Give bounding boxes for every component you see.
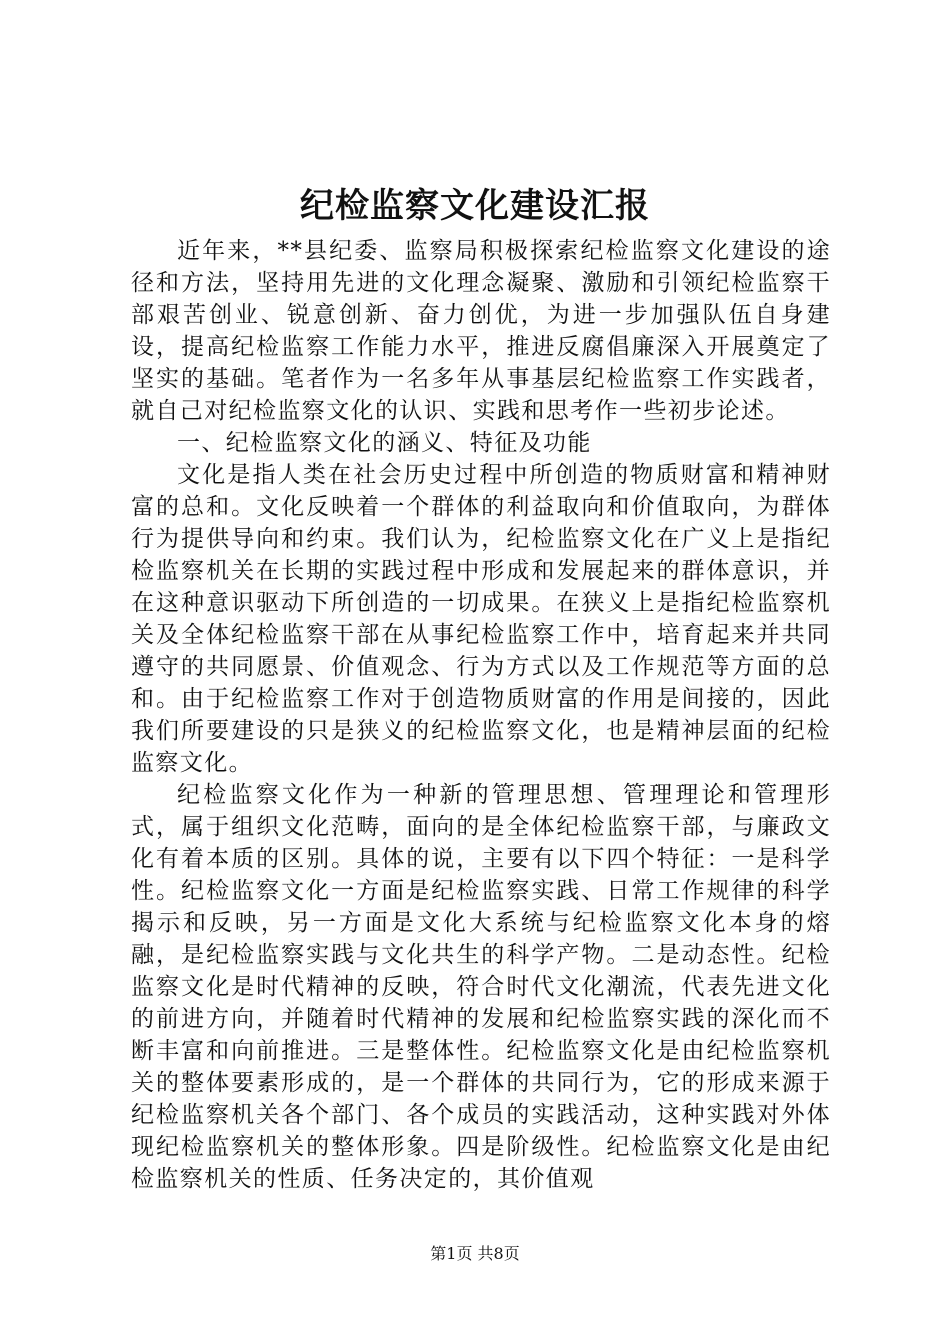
- document-body: [131, 235, 831, 1195]
- page-number: 第1页 共8页: [430, 1244, 520, 1263]
- paragraph-definition: 文化是指人类在社会历史过程中所创造的物质财富和精神财富的总和。文化反映着一个群体的利益取向和价值取向，为群体行为提供导向和约束。我们认为，纪检监察文化在广义上是指纪检监察机关在长期的实践过程中形成和发展起来的群体意识，并在这种意识驱动下所创造的一切成果。在狭义上是指纪检监察机关及全体纪检监察干部在从事纪检监察工作中，培育起来并共同遵守的共同愿景、价值观念、行为方式以及工作规范等方面的总和。由于纪检监察工作对于创造物质财富的作用是间接的，因此我们所要建设的只是狭义的纪检监察文化，也是精神层面的纪检监察文化。: [131, 462, 831, 776]
- paragraph-characteristics: 纪检监察文化作为一种新的管理思想、管理理论和管理形式，属于组织文化范畴，面向的是全体纪检监察干部，与廉政文化有着本质的区别。具体的说，主要有以下四个特征：一是科学性。纪检监察文化一方面是纪检监察实践、日常工作规律的科学揭示和反映，另一方面是文化大系统与纪检监察文化本身的熔融，是纪检监察实践与文化共生的科学产物。二是动态性。纪检监察文化是时代精神的反映，符合时代文化潮流，代表先进文化的前进方向，并随着时代精神的发展和纪检监察实践的深化而不断丰富和向前推进。三是整体性。纪检监察文化是由纪检监察机关的整体要素形成的，是一个群体的共同行为，它的形成来源于纪检监察机关各个部门、各个成员的实践活动，这种实践对外体现纪检监察机关的整体形象。四是阶级性。纪检监察文化是由纪检监察机关的性质、任务决定的，其价值观: [131, 782, 831, 1192]
- document-title: 纪检监察文化建设汇报: [300, 186, 650, 226]
- section-heading: 一、纪检监察文化的涵义、特征及功能: [177, 430, 592, 456]
- paragraph-intro: 近年来，**县纪委、监察局积极探索纪检监察文化建设的途径和方法，坚持用先进的文化理念凝聚、激励和引领纪检监察干部艰苦创业、锐意创新、奋力创优，为进一步加强队伍自身建设，提高纪检监察工作能力水平，推进反腐倡廉深入开展奠定了坚实的基础。笔者作为一名多年从事基层纪检监察工作实践者，就自己对纪检监察文化的认识、实践和思考作一些初步论述。: [131, 238, 831, 424]
